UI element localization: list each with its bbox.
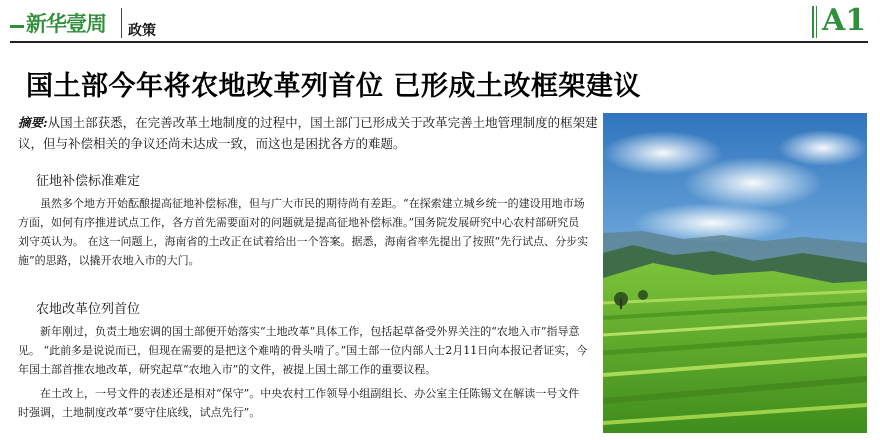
paragraph-text: 新年刚过，负责土地宏调的国土部便开始落实“土地改革”具体工作，包括起草备受外界关注的“农地入市”指导意见。 “此前多是说说而已，但现在需要的是把这个难啃的骨头啃了。”国土部一位内部人士2月11日向本报记者证实，今年国土部首推农地改革，研究起草“农地入市”的文件，被提上国土部工作的重要议程。 (18, 325, 588, 376)
article-headline: 国土部今年将农地改革列首位 已形成土改框架建议 (26, 71, 641, 102)
section-heading-compensation: 征地补偿标准难定 (36, 174, 141, 189)
section-name: 政策 (128, 23, 156, 39)
paragraph-compensation (18, 194, 590, 270)
article-abstract (18, 112, 598, 154)
brand-name: 新华壹周 (26, 12, 106, 36)
masthead-divider (121, 8, 122, 38)
abstract-text: 从国土部获悉，在完善改革土地制度的过程中，国土部门已形成关于改革完善土地管理制度的框架建议，但与补偿相关的争议还尚未达成一致，而这也是困扰各方的难题。 (18, 115, 598, 151)
landscape-photo-icon (603, 113, 867, 433)
masthead-rule (10, 41, 868, 43)
brand-logo (10, 6, 106, 40)
page-number-divider-thin (816, 6, 817, 38)
paragraph-text: 在土改上，一号文件的表述还是相对“保守”。中央农村工作领导小组副组长、办公室主任陈锡文在解读一号文件时强调，土地制度改革“要守住底线，试点先行”。 (18, 387, 580, 419)
paragraph-rural-reform-1 (18, 322, 590, 379)
paragraph-text: 虽然多个地方开始酝酿提高征地补偿标准，但与广大市民的期待尚有差距。“在探索建立城乡统一的建设用地市场方面，如何有序推进试点工作，各方首先需要面对的问题就是提高征地补偿标准。”国务院发展研究中心农村部研究员刘守英认为。 在这一问题上，海南省的土改正在试着给出一个答案。据悉，海南省率先提出了按照“先行试点、分步实施”的思路，以撬开农地入市的大门。 (18, 197, 589, 267)
page-number: A1 (822, 3, 867, 38)
page-number-divider (812, 6, 814, 38)
masthead (0, 0, 880, 48)
brand-dash-icon (10, 25, 24, 28)
paragraph-rural-reform-2 (18, 384, 590, 422)
abstract-label: 摘要: (18, 115, 48, 130)
section-heading-rural-reform: 农地改革位列首位 (36, 302, 141, 317)
